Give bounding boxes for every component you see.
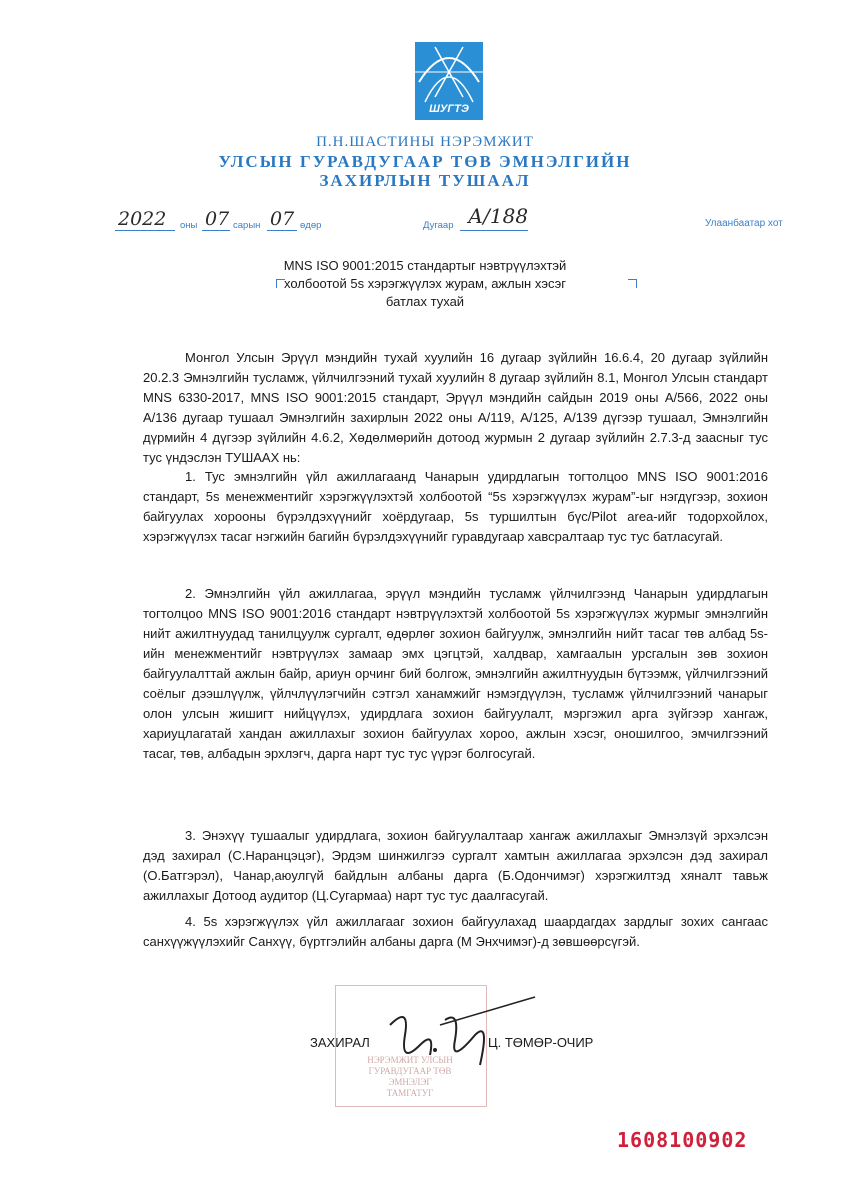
header-line-2: УЛСЫН ГУРАВДУГААР ТӨВ ЭМНЭЛГИЙН — [218, 152, 632, 171]
order-year: 2022 — [118, 208, 167, 230]
logo-text: ШУГТЭ — [429, 103, 469, 115]
order-number: А/188 — [468, 204, 529, 228]
serial-number: 1608100902 — [617, 1128, 748, 1152]
preamble-paragraph: Монгол Улсын Эрүүл мэндийн тухай хуулийн 16 дугаар зүйлийн 16.6.4, 20 дугаар зүйлийн 20.2.3 Эмнэлгийн тусламж, үйлчилгээний тухай хуулийн 8 дугаар зүйлийн 8.1, Монгол Улсын стандарт MNS 6330-2017, MNS ISO 9001:2015 стандарт, Эрүүл мэндийн сайдын 2019 оны А/566, 2022 оны А/136 дугаар тушаал Эмнэлгийн захирлын 2022 оны А/119, А/125, А/139 дүгээр тушаал, Эмнэлгийн дүрмийн 4 дүгээр зүйлийн 4.6.2, Хөдөлмөрийн дотоод журмын 2 дугаар зүйлийн 2.7.3-д заасныг тус тус үндэслэн ТУШААХ нь: — [143, 350, 768, 465]
signatory-name: Ц. ТӨМӨР-ОЧИР — [488, 1035, 594, 1050]
order-title — [250, 257, 600, 311]
day-suffix: өдөр — [300, 220, 322, 231]
place: Улаанбаатар хот — [705, 218, 783, 229]
year-suffix: оны — [180, 220, 198, 231]
clause-2-paragraph: 2. Эмнэлгийн үйл ажиллагаа, эрүүл мэндийн тусламж үйлчилгээнд Чанарын удирдлагын тогтолцоо MNS ISO 9001:2016 стандарт нэвтрүүлэхтэй холбоотой 5s хэрэгжүүлэх журмыг эмнэлгийн нийт ажилтнуудад танилцуулж сургалт, өдөрлөг зохион байгуулж, эмнэлгийн нийт тасаг төв албад 5s-ийн менежментийг нэвтрүүлэх замаар эмх цэгцтэй, халдвар, хамгаалын урсгалын зөв зохион байгуулалттай ажлын байр, ариун орчинг бий болгож, эмнэлгийн ажилтнуудын бүтээмж, үйлчилгээний соёлыг дээшлүүлж, үйлчлүүлэгчийн сэтгэл ханамжийг нэмэгдүүлэн, тусламж үйлчилгээний чанарыг олон улсын жишигт нийцүүлэх, удирдлага зохион байгуулалт, мэргэжил арга зүйгээр хангаж, хариуцлагатай хандан ажиллахыг зохион байгуулах хороо, ажлын хэсэг, оношилгоо, эмчилгээний тасаг, төв, албадын эрхлэгч, дарга нарт тус тус үүрэг болгосугай. — [143, 586, 768, 761]
order-day: 07 — [270, 208, 295, 230]
order-meta — [0, 204, 850, 238]
title-line-3: батлах тухай — [385, 294, 465, 309]
handwritten-signature — [380, 995, 540, 1075]
header-line-1: П.Н.ШАСТИНЫ НЭРЭМЖИТ — [316, 134, 534, 150]
stamp-line-1: НЭРЭМЖИТ УЛСЫН — [367, 1055, 453, 1065]
clause-1-paragraph: 1. Тус эмнэлгийн үйл ажиллагаанд Чанарын удирдлагын тогтолцоо MNS ISO 9001:2016 стандарт, 5s менежментийг хэрэгжүүлэхтэй холбоотой “5s хэрэгжүүлэх журам”-ыг нэгдүгээр, зохион байгуулах хорооны бүрэлдэхүүнийг хоёрдугаар, 5s туршилтын бүс/Pilot area-ийг тодорхойлох, хэрэгжүүлэх тасаг нэгжийн багийн бүрэлдэхүүнийг гуравдугаар хавсралтаар тус тус батласугай. — [143, 469, 768, 544]
header-line-3: ЗАХИРЛЫН ТУШААЛ — [319, 171, 531, 190]
title-line-1: MNS ISO 9001:2015 стандартыг нэвтрүүлэхтэй — [283, 258, 567, 273]
order-month: 07 — [205, 208, 230, 230]
title-line-2: холбоотой 5s хэрэгжүүлэх журам, ажлын хэсэг — [284, 276, 566, 291]
stamp-line-2: ГУРАВДУГААР ТӨВ — [368, 1066, 452, 1076]
clause-3-paragraph: 3. Энэхүү тушаалыг удирдлага, зохион байгуулалтаар хангаж ажиллахыг Эмнэлзүй эрхэлсэн дэд захирал (С.Наранцэцэг), Эрдэм шинжилгээ сургалт хамтын ажиллагаа эрхэлсэн дэд захирал (О.Батгэрэл), Чанар,аюулгүй байдлын албаны дарга (Б.Одончимэг) хэрэгжилтэд хяналт тавьж ажиллахыг Дотоод аудитор (Ц.Сугармаа) нарт тус тус даалгасугай. — [143, 828, 768, 903]
title-bracket-right — [628, 279, 637, 288]
stamp-line-3: ЭМНЭЛЭГ — [388, 1077, 432, 1087]
signatory-position: ЗАХИРАЛ — [310, 1035, 370, 1050]
hospital-logo — [415, 42, 483, 120]
month-suffix: сарын — [233, 220, 261, 231]
number-label: Дугаар — [423, 220, 454, 231]
clause-4-paragraph: 4. 5s хэрэгжүүлэх үйл ажиллагааг зохион байгуулахад шаардагдах зардлыг зохих сангаас санхүүжүүлэхийг Санхүү, бүртгэлийн албаны дарга (М Энхчимэг)-д зөвшөөрсүгэй. — [143, 914, 768, 949]
stamp-line-4: ТАМГАТУГ — [386, 1088, 434, 1098]
